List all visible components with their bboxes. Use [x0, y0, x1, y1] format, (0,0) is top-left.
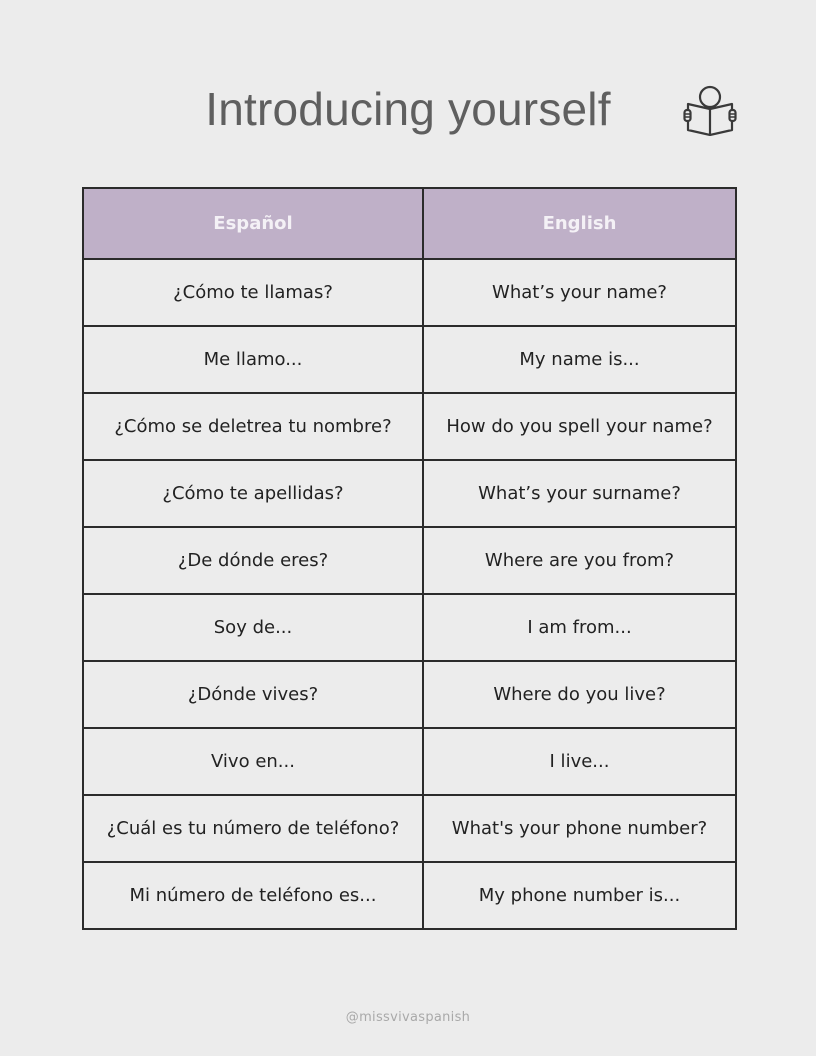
- table-header-row: [83, 188, 736, 259]
- footer-credit: @missvivaspanish: [345, 1010, 471, 1025]
- spanish-phrase: ¿Cómo te apellidas?: [83, 460, 423, 527]
- table-row: [83, 594, 736, 661]
- table-row: [83, 393, 736, 460]
- page-title: Introducing yourself: [205, 83, 611, 135]
- table-row: [83, 862, 736, 929]
- spanish-phrase: Me llamo...: [83, 326, 423, 393]
- table-row: [83, 661, 736, 728]
- english-phrase: My phone number is...: [423, 862, 736, 929]
- table-row: [83, 326, 736, 393]
- header-english: English: [423, 188, 736, 259]
- table-row: [83, 527, 736, 594]
- spanish-phrase: Mi número de teléfono es...: [83, 862, 423, 929]
- english-phrase: Where do you live?: [423, 661, 736, 728]
- english-phrase: Where are you from?: [423, 527, 736, 594]
- spanish-phrase: Soy de...: [83, 594, 423, 661]
- english-phrase: I live...: [423, 728, 736, 795]
- english-phrase: What's your phone number?: [423, 795, 736, 862]
- spanish-phrase: ¿De dónde eres?: [83, 527, 423, 594]
- english-phrase: What’s your surname?: [423, 460, 736, 527]
- spanish-phrase: ¿Cómo te llamas?: [83, 259, 423, 326]
- header-espanol: Español: [83, 188, 423, 259]
- table-row: [83, 460, 736, 527]
- table-row: [83, 795, 736, 862]
- table-row: [83, 259, 736, 326]
- english-phrase: My name is...: [423, 326, 736, 393]
- english-phrase: What’s your name?: [423, 259, 736, 326]
- spanish-phrase: ¿Cuál es tu número de teléfono?: [83, 795, 423, 862]
- english-phrase: How do you spell your name?: [423, 393, 736, 460]
- vocabulary-table: [82, 187, 737, 930]
- spanish-phrase: Vivo en...: [83, 728, 423, 795]
- spanish-phrase: ¿Dónde vives?: [83, 661, 423, 728]
- english-phrase: I am from...: [423, 594, 736, 661]
- table-row: [83, 728, 736, 795]
- open-book-reader-icon: [683, 84, 737, 136]
- spanish-phrase: ¿Cómo se deletrea tu nombre?: [83, 393, 423, 460]
